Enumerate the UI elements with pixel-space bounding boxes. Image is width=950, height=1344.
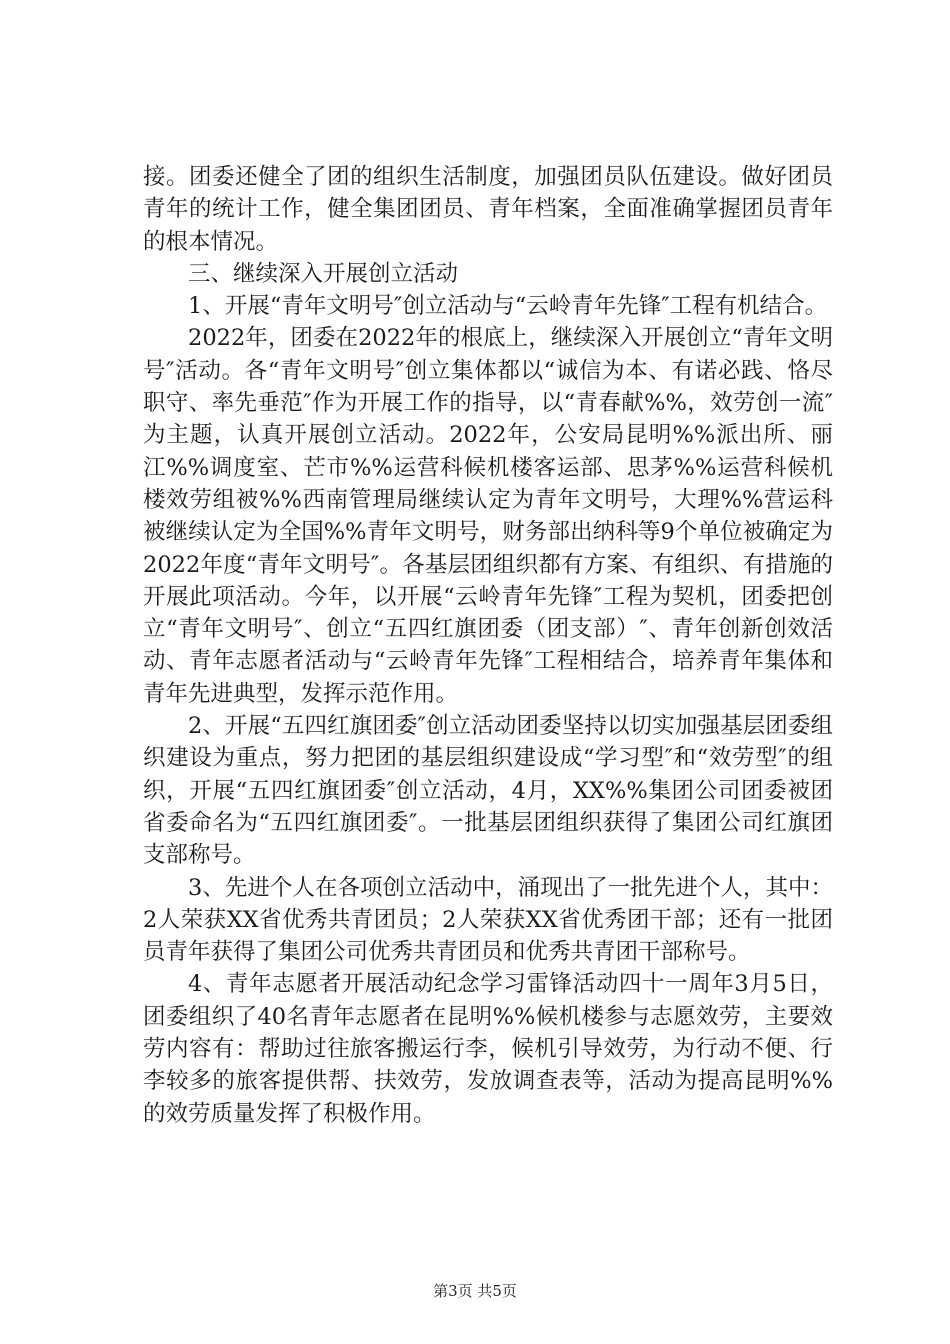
paragraph-continuation: 接。团委还健全了团的组织生活制度，加强团员队伍建设。做好团员青年的统计工作，健全集团团员、青年档案，全面准确掌握团员青年的根本情况。	[143, 164, 833, 255]
paragraph-item-3: 3、先进个人在各项创立活动中，涌现出了一批先进个人，其中：2人荣获XX省优秀共青团员；2人荣获XX省优秀团干部；还有一批团员青年获得了集团公司优秀共青团员和优秀共青团干部称号。	[143, 874, 833, 966]
document-body	[143, 161, 833, 1130]
section-heading: 三、继续深入开展创立活动	[188, 260, 459, 287]
paragraph-2022: 2022年，团委在2022年的根底上，继续深入开展创立“青年文明号″活动。各“青年文明号″创立集体都以“诚信为本、有诺必践、恪尽职守、率先垂范″作为开展工作的指导，以“青春献%%，效劳创一流″为主题，认真开展创立活动。2022年，公安局昆明%%派出所、丽江%%调度室、芒市%%运营科候机楼客运部、思茅%%运营科候机楼效劳组被%%西南管理局继续认定为青年文明号，大理%%营运科被继续认定为全国%%青年文明号，财务部出纳科等9个单位被确定为2022年度“青年文明号″。各基层团组织都有方案、有组织、有措施的开展此项活动。今年，以开展“云岭青年先锋″工程为契机，团委把创立“青年文明号″、创立“五四红旗团委（团支部）″、青年创新创效活动、青年志愿者活动与“云岭青年先锋″工程相结合，培养青年集体和青年先进典型，发挥示范作用。	[143, 325, 833, 707]
paragraph-item-1: 1、开展“青年文明号″创立活动与“云岭青年先锋″工程有机结合。	[188, 293, 828, 320]
page-footer: 第3页 共5页	[433, 1282, 517, 1300]
paragraph-item-4: 4、青年志愿者开展活动纪念学习雷锋活动四十一周年3月5日，团委组织了40名青年志愿者在昆明%%候机楼参与志愿效劳，主要效劳内容有：帮助过往旅客搬运行李，候机引导效劳，为行动不便、行李较多的旅客提供帮、扶效劳，发放调查表等，活动为提高昆明%%的效劳质量发挥了积极作用。	[143, 971, 833, 1127]
paragraph-item-2: 2、开展“五四红旗团委″创立活动团委坚持以切实加强基层团委组织建设为重点，努力把团的基层组织建设成“学习型″和“效劳型″的组织，开展“五四红旗团委″创立活动，4月，XX%%集团公司团委被团省委命名为“五四红旗团委″。一批基层团组织获得了集团公司红旗团支部称号。	[143, 713, 833, 869]
